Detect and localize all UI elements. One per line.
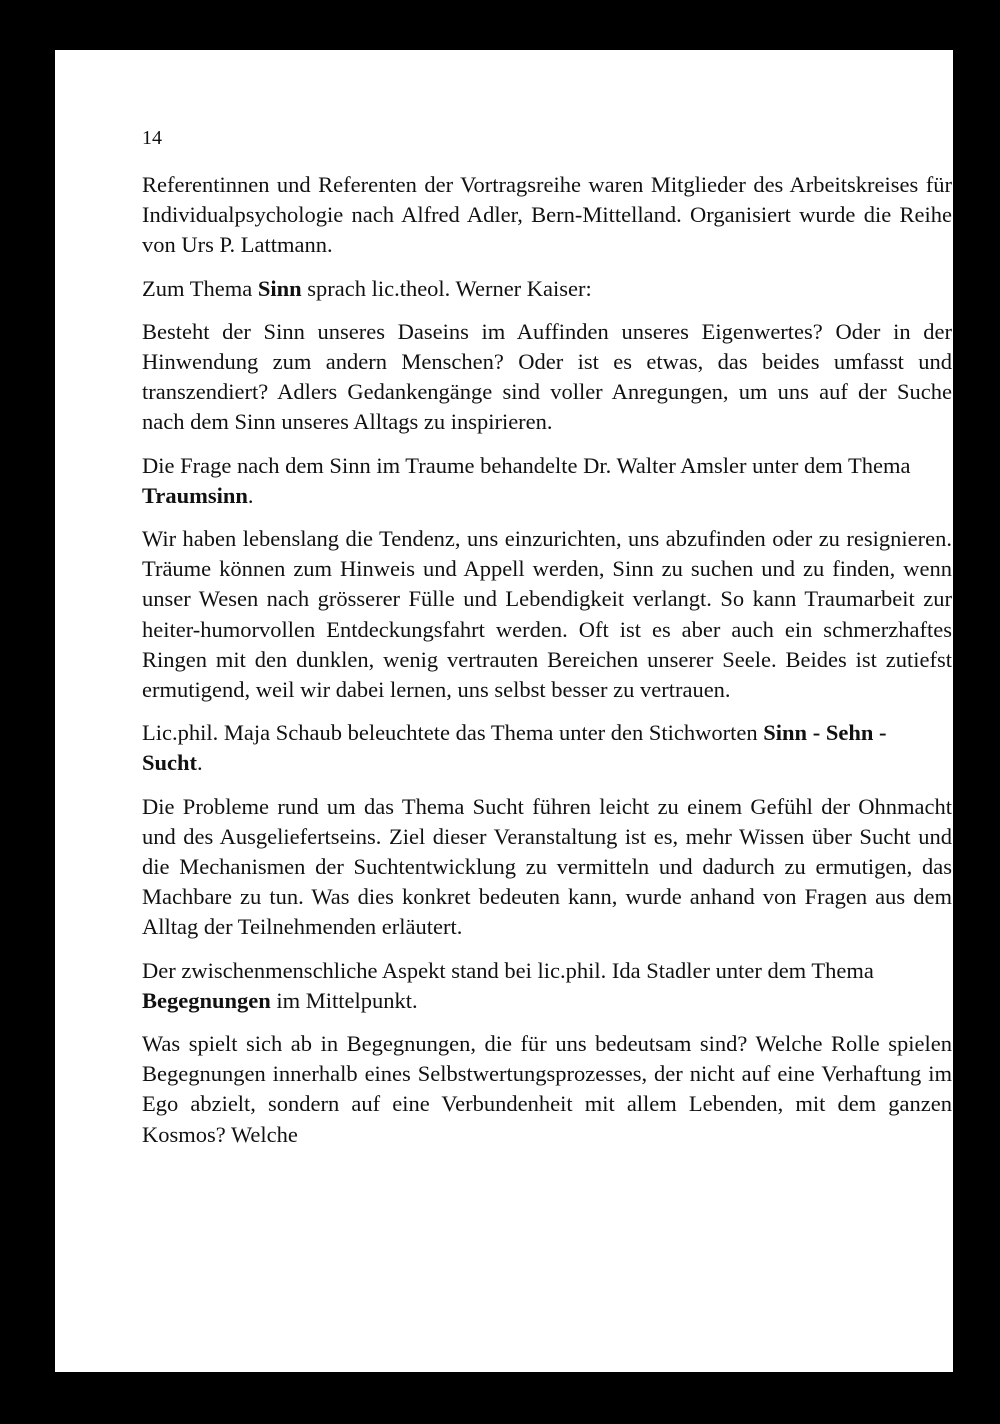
paragraph-text: Zum Thema — [142, 275, 258, 301]
paragraph-text: Der zwischenmenschliche Aspekt stand bei lic.phil. Ida Stadler unter dem Thema — [142, 957, 874, 983]
paragraph-text: sprach lic.theol. Werner Kaiser: — [301, 275, 592, 301]
body-text — [142, 170, 952, 1163]
paragraph-text: im Mittelpunkt. — [270, 987, 418, 1013]
paragraph-traumsinn-description: Wir haben lebenslang die Tendenz, uns einzurichten, uns abzufinden oder zu resignieren. Träume können zum Hinweis und Appell werden, Sinn zu suchen und zu finden, wenn unser Wesen nach grösserer Fülle und Lebendigkeit verlangt. So kann Traumarbeit zur heiter-humorvollen Entdeckungsfahrt werden. Oft ist es aber auch ein schmerzhaftes Ringen mit den dunklen, wenig vertrauten Bereichen unserer Seele. Beides ist zutiefst ermutigend, weil wir dabei lernen, uns selbst besser zu vertrauen. — [142, 526, 952, 703]
topic-keyword: Traumsinn — [142, 482, 248, 508]
page-number: 14 — [142, 127, 162, 149]
topic-keyword: Sinn — [257, 275, 302, 301]
paragraph-sucht-speaker — [142, 718, 952, 778]
paragraph-begegnungen-description: Was spielt sich ab in Begegnungen, die für uns bedeutsam sind? Welche Rolle spielen Begegnungen innerhalb eines Selbstwertungsprozesses, der nicht auf eine Verhaftung im Ego abzielt, sondern auf eine Verbundenheit mit allem Lebenden, mit dem ganzen Kosmos? Welche — [142, 1031, 952, 1147]
paragraph-sinn-speaker — [142, 274, 952, 304]
paragraph-text: . — [247, 482, 254, 508]
paragraph-sucht-description: Die Probleme rund um das Thema Sucht führen leicht zu einem Gefühl der Ohnmacht und des Ausgeliefertseins. Ziel dieser Veranstaltung ist es, mehr Wissen über Sucht und die Mechanismen der Suchtentwicklung zu vermitteln und dadurch zu ermutigen, das Machbare zu tun. Was dies konkret bedeuten kann, wurde anhand von Fragen aus dem Alltag der Teilnehmenden erläutert. — [142, 793, 952, 940]
paragraph-intro: Referentinnen und Referenten der Vortragsreihe waren Mitglieder des Arbeitskreises für Individualpsychologie nach Alfred Adler, Bern-Mittelland. Organisiert wurde die Reihe von Urs P. Lattmann. — [142, 172, 952, 258]
paragraph-traumsinn-speaker — [142, 451, 952, 511]
paragraph-text: Die Frage nach dem Sinn im Traume behandelte Dr. Walter Amsler unter dem Thema — [142, 452, 911, 478]
paragraph-begegnungen-speaker — [142, 956, 952, 1016]
paragraph-text: . — [197, 750, 203, 776]
document-page — [55, 50, 953, 1372]
topic-keyword: Sinn - Sehn - Sucht — [142, 720, 887, 776]
paragraph-sinn-description: Besteht der Sinn unseres Daseins im Auffinden unseres Eigenwertes? Oder in der Hinwendung zum andern Menschen? Oder ist es etwas, das beides umfasst und transzendiert? Adlers Gedankengänge sind voller Anregungen, um uns auf der Suche nach dem Sinn unseres Alltags zu inspirieren. — [142, 318, 952, 435]
topic-keyword: Begegnungen — [142, 987, 271, 1013]
paragraph-text: Lic.phil. Maja Schaub beleuchtete das Thema unter den Stichworten — [142, 720, 764, 746]
